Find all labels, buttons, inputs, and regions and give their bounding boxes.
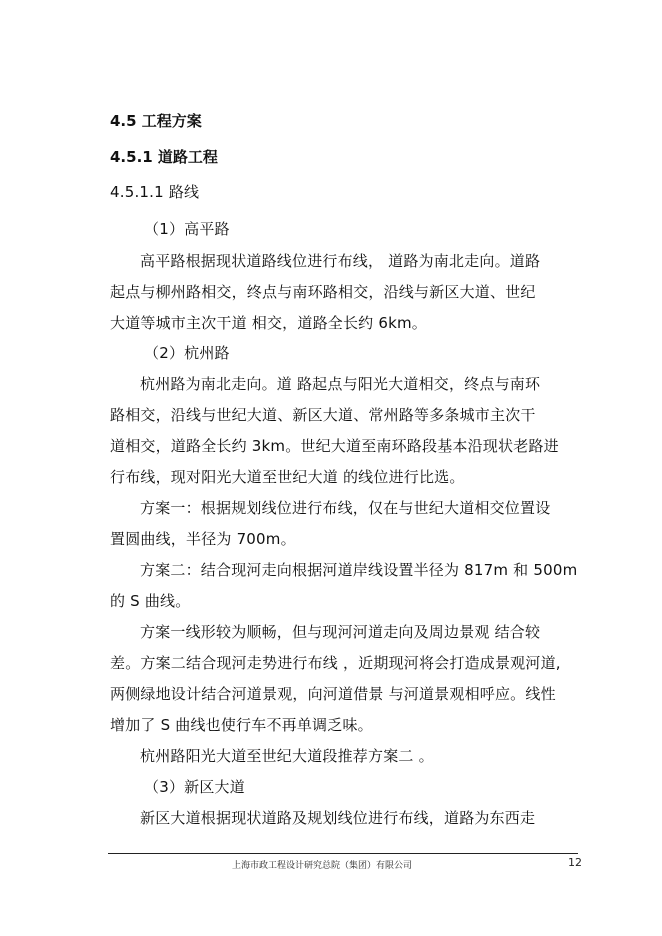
paragraph-line: 差。方案二结合现河走势进行布线 ，近期现河将会打造成景观河道,: [110, 654, 561, 672]
section-heading: 4.5 工程方案: [110, 112, 202, 130]
item-heading-hangzhou: （2）杭州路: [144, 344, 230, 362]
paragraph-line: 杭州路阳光大道至世纪大道段推荐方案二 。: [140, 747, 434, 765]
item-heading-xinqu: （3）新区大道: [144, 778, 245, 796]
subsection-heading: 4.5.1 道路工程: [110, 148, 218, 166]
paragraph-line: 两侧绿地设计结合河道景观，向河道借景 与河道景观相呼应。线性: [110, 685, 556, 703]
paragraph-line: 新区大道根据现状道路及规划线位进行布线，道路为东西走: [140, 809, 536, 827]
footer-organization: 上海市政工程设计研究总院（集团）有限公司: [232, 861, 413, 871]
paragraph-line: 行布线，现对阳光大道至世纪大道 的线位进行比选。: [110, 468, 465, 486]
paragraph-line: 置圆曲线，半径为 700m。: [110, 530, 296, 548]
paragraph-line: 起点与柳州路相交，终点与南环路相交，沿线与新区大道、世纪: [110, 283, 536, 301]
paragraph-line: 大道等城市主次干道 相交，道路全长约 6km。: [110, 314, 427, 332]
paragraph-line: 方案二：结合现河走向根据河道岸线设置半径为 817m 和 500m: [140, 561, 578, 579]
paragraph-line: 路相交，沿线与世纪大道、新区大道、常州路等多条城市主次干: [110, 406, 536, 424]
footer-divider: [108, 853, 578, 854]
paragraph-line: 方案一线形较为顺畅，但与现河河道走向及周边景观 结合较: [140, 623, 541, 641]
item-heading-gaoping: （1）高平路: [144, 220, 230, 238]
paragraph-line: 高平路根据现状道路线位进行布线， 道路为南北走向。道路: [140, 252, 541, 270]
paragraph-line: 方案一：根据规划线位进行布线，仅在与世纪大道相交位置设: [140, 499, 551, 517]
sub-subsection-heading: 4.5.1.1 路线: [110, 183, 200, 201]
page-number: 12: [568, 856, 582, 869]
paragraph-line: 道相交，道路全长约 3km。世纪大道至南环路段基本沿现状老路进: [110, 437, 559, 455]
paragraph-line: 杭州路为南北走向。道 路起点与阳光大道相交，终点与南环: [140, 375, 541, 393]
paragraph-line: 的 S 曲线。: [110, 592, 191, 610]
paragraph-line: 增加了 S 曲线也使行车不再单调乏味。: [110, 716, 373, 734]
